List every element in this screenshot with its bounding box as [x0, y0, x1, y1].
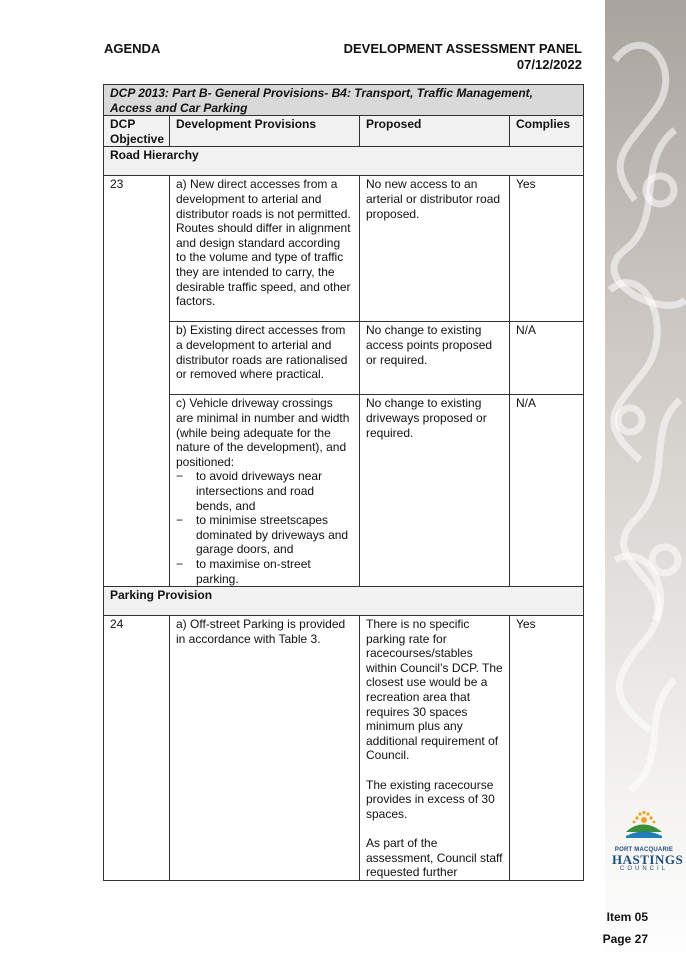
proposed-cell: No new access to an arterial or distributor road proposed. — [360, 176, 510, 322]
panel-title: DEVELOPMENT ASSESSMENT PANEL — [343, 41, 582, 56]
proposed-cell: No change to existing access points proposed or required. — [360, 322, 510, 395]
provision-text: c) Vehicle driveway crossings are minimal in number and width (while being adequate for the nature of the development), and positioned: — [176, 396, 350, 469]
complies-cell: N/A — [510, 322, 584, 395]
table-title: DCP 2013: Part B- General Provisions- B4: Transport, Traffic Management, Access and Car Parking — [104, 85, 584, 116]
table-row — [104, 176, 584, 322]
section-heading-road-hierarchy: Road Hierarchy — [104, 147, 584, 176]
list-item: − to avoid driveways near intersections and road bends, and — [196, 469, 353, 513]
objective-number: 23 — [104, 176, 170, 587]
proposed-paragraph: As part of the assessment, Council staff requested further — [366, 836, 503, 880]
column-header-provisions: Development Provisions — [170, 116, 360, 147]
objective-number: 24 — [104, 616, 170, 881]
table-row — [104, 395, 584, 587]
sun-hills-logo-icon — [624, 810, 664, 840]
column-header-complies: Complies — [510, 116, 584, 147]
proposed-paragraph: The existing racecourse provides in excess of 30 spaces. — [366, 777, 495, 821]
complies-cell: Yes — [510, 176, 584, 322]
proposed-cell — [360, 616, 510, 881]
complies-cell: Yes — [510, 616, 584, 881]
column-header-proposed: Proposed — [360, 116, 510, 147]
logo-text-council: COUNCIL — [619, 866, 668, 872]
column-header-objective: DCP Objective — [104, 116, 170, 147]
dcp-compliance-table — [103, 84, 584, 881]
proposed-paragraph: There is no specific parking rate for racecourses/stables within Council’s DCP. The closest use would be a recreation area that requires 30 spaces minimum plus any additional requirement of Council. — [366, 617, 503, 763]
agenda-heading: AGENDA — [104, 41, 161, 56]
section-heading-parking-provision: Parking Provision — [104, 587, 584, 616]
provision-cell: a) New direct accesses from a development to arterial and distributor roads is not permitted. Routes should differ in alignment and design standard according to the volume and type of traffic they are intended to carry, the desirable traffic speed, and other factors. — [170, 176, 360, 322]
meeting-date: 07/12/2022 — [516, 57, 582, 72]
council-logo — [612, 810, 684, 872]
complies-cell: N/A — [510, 395, 584, 587]
item-number: Item 05 — [606, 910, 648, 924]
provision-bullet-list — [176, 469, 353, 586]
provision-cell: b) Existing direct accesses from a development to arterial and distributor roads are rationalised or removed where practical. — [170, 322, 360, 395]
list-item: − to maximise on-street parking. — [196, 557, 353, 586]
logo-text-port-macquarie: PORT MACQUARIE — [614, 847, 674, 853]
provision-cell: a) Off-street Parking is provided in accordance with Table 3. — [170, 616, 360, 881]
logo-text-hastings: HASTINGS — [612, 852, 684, 867]
provision-cell — [170, 395, 360, 587]
proposed-cell: No change to existing driveways proposed or required. — [360, 395, 510, 587]
page-number: Page 27 — [602, 932, 648, 946]
table-row — [104, 322, 584, 395]
table-row — [104, 616, 584, 881]
panel-heading — [344, 41, 582, 73]
list-item: − to minimise streetscapes dominated by driveways and garage doors, and — [196, 513, 353, 557]
